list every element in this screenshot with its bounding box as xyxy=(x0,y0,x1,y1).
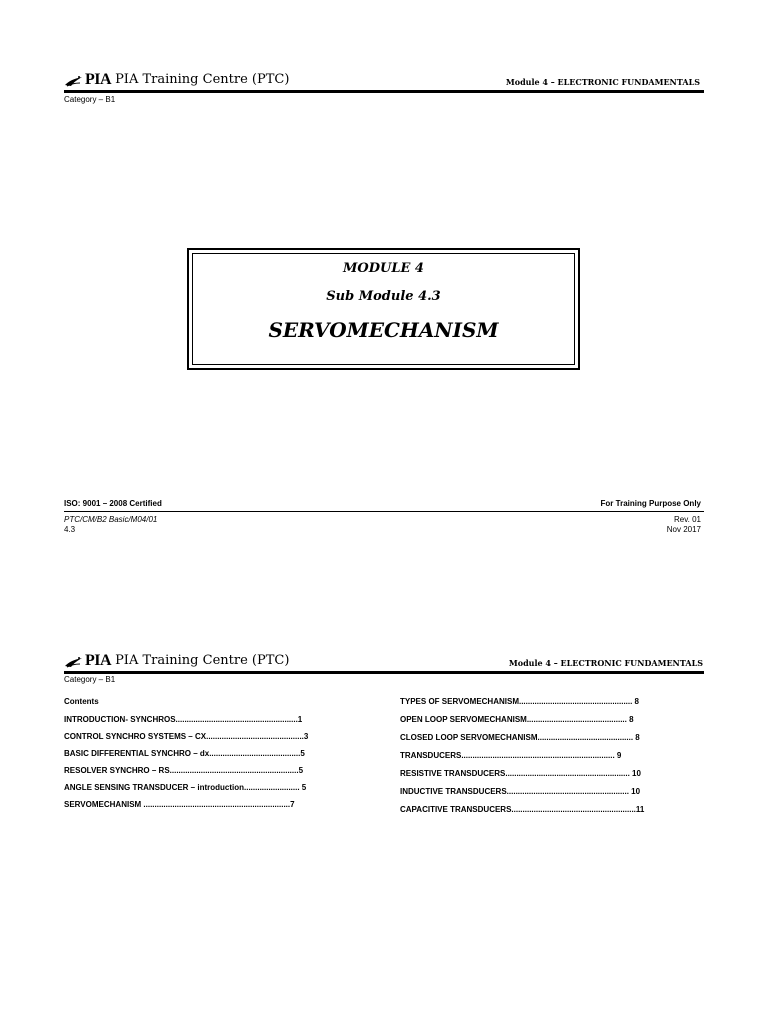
logo-text: PIA xyxy=(85,71,112,88)
revision: Rev. 01 xyxy=(674,515,701,524)
doc-code: PTC/CM/B2 Basic/M04/01 xyxy=(64,515,158,524)
module-heading: MODULE 4 xyxy=(343,261,424,276)
header-title: PIA Training Centre (PTC) xyxy=(115,653,290,668)
toc-entry[interactable]: SERVOMECHANISM ..................................................................7 xyxy=(64,800,295,809)
pia-bird-icon xyxy=(64,655,84,669)
category-label: Category – B1 xyxy=(64,95,116,104)
header-title: PIA Training Centre (PTC) xyxy=(115,72,290,87)
header-module: Module 4 – ELECTRONIC FUNDAMENTALS xyxy=(508,658,703,668)
section-number: 4.3 xyxy=(64,525,76,534)
toc-left-column xyxy=(64,714,342,816)
toc-entry[interactable]: BASIC DIFFERENTIAL SYNCHRO – dx.........................................5 xyxy=(64,749,305,758)
footer-rule xyxy=(64,511,704,512)
contents-heading: Contents xyxy=(64,697,99,706)
title-box xyxy=(187,248,580,370)
toc-entry[interactable]: TRANSDUCERS..................................................................... 9 xyxy=(400,751,622,760)
header-rule xyxy=(64,671,704,674)
toc-entry[interactable]: CLOSED LOOP SERVOMECHANISM........................................... 8 xyxy=(400,733,640,742)
header-module: Module 4 – ELECTRONIC FUNDAMENTALS xyxy=(505,77,700,87)
submodule-heading: Sub Module 4.3 xyxy=(326,289,441,304)
header-rule xyxy=(64,90,704,93)
toc-entry[interactable]: RESOLVER SYNCHRO – RS..........................................................5 xyxy=(64,766,304,775)
pia-logo xyxy=(64,653,289,669)
iso-certification: ISO: 9001 – 2008 Certified xyxy=(64,499,162,508)
toc-entry[interactable]: OPEN LOOP SERVOMECHANISM............................................. 8 xyxy=(400,715,634,724)
document-title: SERVOMECHANISM xyxy=(268,318,499,342)
pia-bird-icon xyxy=(64,74,84,88)
pia-logo xyxy=(64,72,289,88)
toc-entry[interactable]: INDUCTIVE TRANSDUCERS....................................................... 10 xyxy=(400,787,641,796)
toc-entry[interactable]: INTRODUCTION- SYNCHROS.......................................................1 xyxy=(64,715,303,724)
logo-text: PIA xyxy=(85,652,112,669)
category-label: Category – B1 xyxy=(64,675,116,684)
toc-entry[interactable]: RESISTIVE TRANSDUCERS........................................................ 10 xyxy=(400,769,641,778)
toc-entry[interactable]: TYPES OF SERVOMECHANISM................................................... 8 xyxy=(400,697,640,706)
toc-right-column xyxy=(400,696,684,822)
toc-entry[interactable]: CAPACITIVE TRANSDUCERS........................................................11 xyxy=(400,805,645,814)
toc-entry[interactable]: CONTROL SYNCHRO SYSTEMS – CX............................................3 xyxy=(64,732,309,741)
training-purpose: For Training Purpose Only xyxy=(600,499,701,508)
revision-date: Nov 2017 xyxy=(666,525,701,534)
toc-entry[interactable]: ANGLE SENSING TRANSDUCER – introduction......................... 5 xyxy=(64,783,307,792)
